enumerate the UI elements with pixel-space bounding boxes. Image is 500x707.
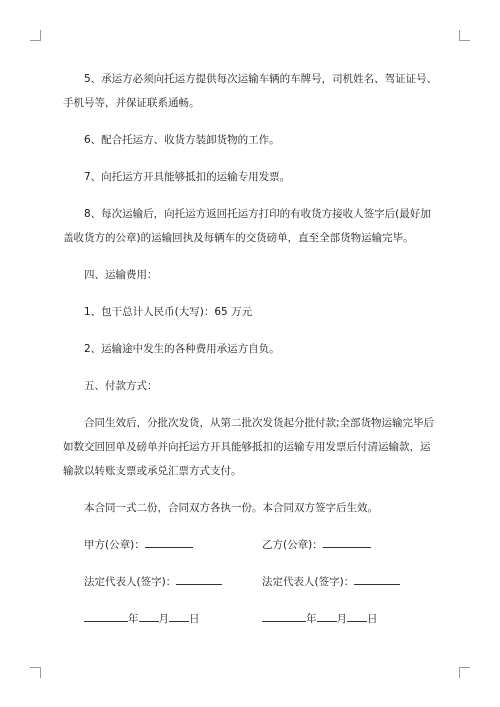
party-a-rep-label: 法定代表人(签字)： [84, 576, 177, 588]
date-row [63, 607, 440, 631]
page-corner-mark-top-left [30, 30, 41, 41]
party-b-day-label: 日 [367, 613, 378, 625]
party-b-year-label: 年 [306, 613, 317, 625]
page-corner-mark-top-right [459, 30, 470, 41]
section-heading-transport-fee: 四、运输费用： [84, 269, 158, 281]
party-a-day-label: 日 [189, 613, 200, 625]
party-b-rep-label: 法定代表人(签字)： [262, 576, 355, 588]
page-corner-mark-bottom-left [30, 667, 41, 678]
party-a-day-blank[interactable] [169, 607, 189, 622]
party-b-month-label: 月 [336, 613, 347, 625]
party-b-day-blank[interactable] [347, 607, 367, 622]
party-a-rep-blank[interactable] [176, 570, 222, 585]
party-a-month-blank[interactable] [139, 607, 159, 622]
page-corner-mark-bottom-right [459, 667, 470, 678]
party-b-year-blank[interactable] [262, 607, 306, 622]
party-a-year-blank[interactable] [84, 607, 128, 622]
fee-item-1-lump-sum: 1、包干总计人民币(大写)：65 万元 [84, 306, 253, 318]
representative-row [63, 570, 440, 594]
party-b-date [262, 607, 440, 631]
clause-5-plate-driver-info: 5、承运方必须向托运方提供每次运输车辆的车牌号，司机姓名、驾证证号、手机号等，并保证联系通畅。 [63, 73, 438, 109]
party-a-month-label: 月 [158, 613, 169, 625]
party-a-seal-label: 甲方(公章)： [84, 539, 145, 551]
clause-8-receipt-return: 8、每次运输后，向托运方返回托运方打印的有收货方接收人签字后(最好加盖收货方的公章)的运输回执及每辆车的交货磅单，直至全部货物运输完毕。 [63, 208, 431, 244]
party-b-representative [262, 570, 440, 594]
clause-6-loading-cooperation: 6、配合托运方、收货方装卸货物的工作。 [84, 134, 280, 146]
party-b-rep-blank[interactable] [354, 570, 400, 585]
party-b-seal [262, 533, 440, 557]
section-heading-payment: 五、付款方式： [84, 380, 158, 392]
party-a-representative [84, 570, 262, 594]
clause-7-invoice: 7、向托运方开具能够抵扣的运输专用发票。 [84, 171, 291, 183]
document-body [63, 67, 440, 644]
fee-item-2-transit-costs: 2、运输途中发生的各种费用承运方自负。 [84, 343, 280, 355]
party-b-seal-label: 乙方(公章)： [262, 539, 323, 551]
seal-row [63, 533, 440, 557]
payment-terms: 合同生效后，分批次发货，从第二批次发货起分批付款;全部货物运输完毕后如数交回回单及磅单并向托运方开具能够抵扣的运输专用发票后付清运输款，运输款以转账支票或承兑汇票方式支付。 [63, 417, 435, 477]
party-a-date [84, 607, 262, 631]
party-b-seal-blank[interactable] [323, 533, 371, 548]
party-a-seal [84, 533, 262, 557]
party-a-seal-blank[interactable] [145, 533, 193, 548]
contract-copies-clause: 本合同一式二份，合同双方各执一份。本合同双方签字后生效。 [84, 502, 378, 514]
party-b-month-blank[interactable] [317, 607, 337, 622]
party-a-year-label: 年 [128, 613, 139, 625]
